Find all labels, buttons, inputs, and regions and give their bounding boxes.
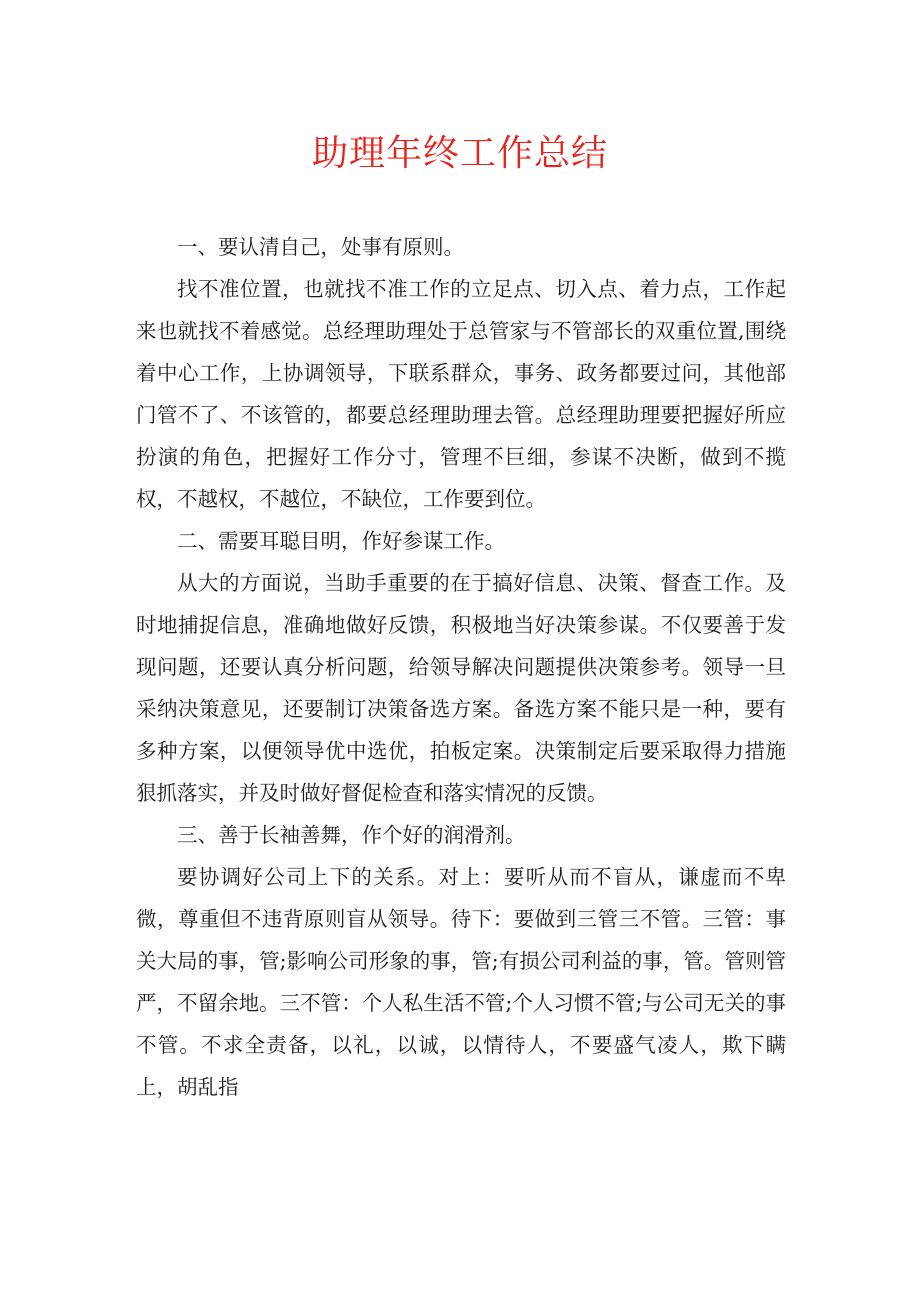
paragraph-3: 要协调好公司上下的关系。对上：要听从而不盲从，谦虚而不卑微，尊重但不违背原则盲从领导。待下：要做到三管三不管。三管：事关大局的事，管;影响公司形象的事，管;有损公司利益的事，管。管则管严，不留余地。三不管：个人私生活不管;个人习惯不管;与公司无关的事不管。不求全责备，以礼，以诚，以情待人，不要盛气凌人，欺下瞒上，胡乱指 [136,865,786,1099]
document-body [136,226,786,1108]
section-heading-2: 二、需要耳聪目明，作好参谋工作。 [177,529,505,553]
section-heading-1: 一、要认清自己，处事有原则。 [177,235,464,259]
paragraph-1: 找不准位置，也就找不准工作的立足点、切入点、着力点，工作起来也就找不着感觉。总经理助理处于总管家与不管部长的双重位置,围绕着中心工作，上协调领导，下联系群众，事务、政务都要过问，其他部门管不了、不该管的，都要总经理助理去管。总经理助理要把握好所应扮演的角色，把握好工作分寸，管理不巨细，参谋不决断，做到不揽权，不越权，不越位，不缺位，工作要到位。 [136,277,786,511]
document-title: 助理年终工作总结 [311,133,608,174]
paragraph-2: 从大的方面说，当助手重要的在于搞好信息、决策、督查工作。及时地捕捉信息，准确地做好反馈，积极地当好决策参谋。不仅要善于发现问题，还要认真分析问题，给领导解决问题提供决策参考。领导一旦采纳决策意见，还要制订决策备选方案。备选方案不能只是一种，要有多种方案，以便领导优中选优，拍板定案。决策制定后要采取得力措施狠抓落实，并及时做好督促检查和落实情况的反馈。 [136,571,786,805]
section-heading-3: 三、善于长袖善舞，作个好的润滑剂。 [177,823,526,847]
